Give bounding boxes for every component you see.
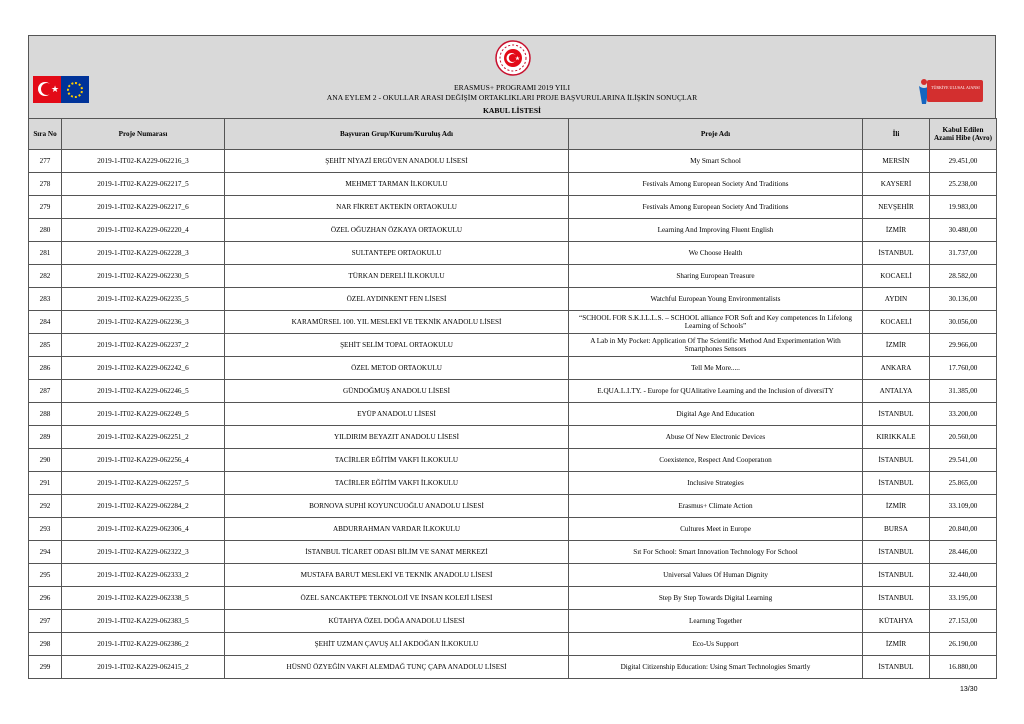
city-cell: NEVŞEHİR [863, 196, 930, 219]
city-cell: İSTANBUL [863, 449, 930, 472]
table-row [29, 288, 997, 311]
city-cell: İSTANBUL [863, 472, 930, 495]
project-number-cell: 2019-1-IT02-KA229-062217_5 [62, 173, 225, 196]
city-cell: KOCAELİ [863, 311, 930, 334]
grant-amount-cell: 31.385,00 [930, 380, 997, 403]
project-name-cell: We Choose Health [569, 242, 863, 265]
city-cell: İZMİR [863, 633, 930, 656]
applicant-name-cell: EYÜP ANADOLU LİSESİ [225, 403, 569, 426]
row-number-cell: 293 [29, 518, 62, 541]
row-number-cell: 294 [29, 541, 62, 564]
row-number-cell: 284 [29, 311, 62, 334]
project-name-cell: “SCHOOL FOR S.K.I.L.L.S. – SCHOOL alliance FOR Soft and Key competences In Lifelong Learning of Schools” [569, 311, 863, 334]
project-name-cell: Festivals Among European Society And Traditions [569, 196, 863, 219]
table-row [29, 357, 997, 380]
column-header-no: Sıra No [29, 119, 62, 150]
table-row [29, 449, 997, 472]
applicant-name-cell: BORNOVA SUPHİ KOYUNCUOĞLU ANADOLU LİSESİ [225, 495, 569, 518]
table-row [29, 380, 997, 403]
project-number-cell: 2019-1-IT02-KA229-062415_2 [62, 656, 225, 679]
project-name-cell: Tell Me More..... [569, 357, 863, 380]
applicant-name-cell: ŞEHİT SELİM TOPAL ORTAOKULU [225, 334, 569, 357]
grant-amount-cell: 29.966,00 [930, 334, 997, 357]
row-number-cell: 292 [29, 495, 62, 518]
applicant-name-cell: ÖZEL METOD ORTAOKULU [225, 357, 569, 380]
row-number-cell: 286 [29, 357, 62, 380]
city-cell: İSTANBUL [863, 403, 930, 426]
project-number-cell: 2019-1-IT02-KA229-062246_5 [62, 380, 225, 403]
city-cell: KOCAELİ [863, 265, 930, 288]
table-row [29, 426, 997, 449]
project-name-cell: Digital Age And Education [569, 403, 863, 426]
grant-amount-cell: 17.760,00 [930, 357, 997, 380]
grant-amount-cell: 29.541,00 [930, 449, 997, 472]
applicant-name-cell: KÜTAHYA ÖZEL DOĞA ANADOLU LİSESİ [225, 610, 569, 633]
grant-amount-cell: 30.136,00 [930, 288, 997, 311]
city-cell: İSTANBUL [863, 587, 930, 610]
city-cell: İSTANBUL [863, 541, 930, 564]
project-number-cell: 2019-1-IT02-KA229-062284_2 [62, 495, 225, 518]
applicant-name-cell: KARAMÜRSEL 100. YIL MESLEKİ VE TEKNİK ANADOLU LİSESİ [225, 311, 569, 334]
project-name-cell: E.QUA.L.I.TY. - Europe for QUAlitative Learning and the Inclusion of diversiTY [569, 380, 863, 403]
government-seal-icon [495, 40, 531, 76]
city-cell: ANKARA [863, 357, 930, 380]
document-header [28, 35, 996, 118]
project-number-cell: 2019-1-IT02-KA229-062230_5 [62, 265, 225, 288]
project-number-cell: 2019-1-IT02-KA229-062338_5 [62, 587, 225, 610]
applicant-name-cell: İSTANBUL TİCARET ODASI BİLİM VE SANAT MERKEZİ [225, 541, 569, 564]
city-cell: İSTANBUL [863, 564, 930, 587]
grant-amount-cell: 28.582,00 [930, 265, 997, 288]
column-header-applicant: Başvuran Grup/Kurum/Kuruluş Adı [225, 119, 569, 150]
project-number-cell: 2019-1-IT02-KA229-062333_2 [62, 564, 225, 587]
applicant-name-cell: NAR FİKRET AKTEKİN ORTAOKULU [225, 196, 569, 219]
turkey-flag-icon: ★ [33, 76, 61, 103]
applicant-name-cell: MEHMET TARMAN İLKOKULU [225, 173, 569, 196]
applicant-name-cell: YILDIRIM BEYAZIT ANADOLU LİSESİ [225, 426, 569, 449]
applicant-name-cell: GÜNDOĞMUŞ ANADOLU LİSESİ [225, 380, 569, 403]
applicant-name-cell: TÜRKAN DERELİ İLKOKULU [225, 265, 569, 288]
project-name-cell: Learning And Improving Fluent English [569, 219, 863, 242]
project-name-cell: Sharing European Treasure [569, 265, 863, 288]
project-name-cell: Step By Step Towards Digital Learning [569, 587, 863, 610]
grant-amount-cell: 20.560,00 [930, 426, 997, 449]
city-cell: ANTALYA [863, 380, 930, 403]
project-name-cell: My Smart School [569, 150, 863, 173]
project-name-cell: Festivals Among European Society And Traditions [569, 173, 863, 196]
project-number-cell: 2019-1-IT02-KA229-062216_3 [62, 150, 225, 173]
applicant-name-cell: ŞEHİT NİYAZİ ERGÜVEN ANADOLU LİSESİ [225, 150, 569, 173]
city-cell: BURSA [863, 518, 930, 541]
row-number-cell: 282 [29, 265, 62, 288]
applicant-name-cell: ÖZEL AYDINKENT FEN LİSESİ [225, 288, 569, 311]
project-number-cell: 2019-1-IT02-KA229-062322_3 [62, 541, 225, 564]
grant-amount-cell: 29.451,00 [930, 150, 997, 173]
table-row [29, 495, 997, 518]
table-row [29, 173, 997, 196]
project-number-cell: 2019-1-IT02-KA229-062383_5 [62, 610, 225, 633]
project-name-cell: Coexistence, Respect And Cooperatıon [569, 449, 863, 472]
header-action-subtitle: ANA EYLEM 2 - OKULLAR ARASI DEĞİŞİM ORTAKLIKLARI PROJE BAŞVURULARINA İLİŞKİN SONUÇLAR [326, 93, 698, 102]
document-sheet [28, 35, 996, 679]
grant-amount-cell: 19.983,00 [930, 196, 997, 219]
project-number-cell: 2019-1-IT02-KA229-062217_6 [62, 196, 225, 219]
grant-amount-cell: 31.737,00 [930, 242, 997, 265]
project-number-cell: 2019-1-IT02-KA229-062256_4 [62, 449, 225, 472]
national-agency-logo-icon: TÜRKİYE ULUSAL AJANSI [917, 76, 987, 106]
project-name-cell: A Lab in My Pocket: Application Of The Scientific Method And Experimentation With Smartphones Sensors [569, 334, 863, 357]
header-program-title: ERASMUS+ PROGRAMI 2019 YILI [453, 83, 571, 92]
grant-amount-cell: 30.480,00 [930, 219, 997, 242]
project-name-cell: Learnıng Together [569, 610, 863, 633]
table-row [29, 587, 997, 610]
row-number-cell: 290 [29, 449, 62, 472]
project-number-cell: 2019-1-IT02-KA229-062257_5 [62, 472, 225, 495]
applicant-name-cell: HÜSNÜ ÖZYEĞİN VAKFI ALEMDAĞ TUNÇ ÇAPA ANADOLU LİSESİ [225, 656, 569, 679]
applicant-name-cell: MUSTAFA BARUT MESLEKİ VE TEKNİK ANADOLU LİSESİ [225, 564, 569, 587]
project-name-cell: Watchful European Young Environmentalists [569, 288, 863, 311]
project-name-cell: Cultures Meet in Europe [569, 518, 863, 541]
column-header-project-name: Proje Adı [569, 119, 863, 150]
project-name-cell: Universal Values Of Human Dignity [569, 564, 863, 587]
row-number-cell: 299 [29, 656, 62, 679]
table-row [29, 311, 997, 334]
row-number-cell: 297 [29, 610, 62, 633]
table-row [29, 656, 997, 679]
row-number-cell: 291 [29, 472, 62, 495]
grant-amount-cell: 32.440,00 [930, 564, 997, 587]
city-cell: KÜTAHYA [863, 610, 930, 633]
page-number: 13/30 [960, 686, 978, 693]
city-cell: KAYSERİ [863, 173, 930, 196]
city-cell: AYDIN [863, 288, 930, 311]
project-number-cell: 2019-1-IT02-KA229-062242_6 [62, 357, 225, 380]
project-name-cell: Abuse Of New Electronic Devices [569, 426, 863, 449]
project-name-cell: Inclusive Strategies [569, 472, 863, 495]
header-list-title: KABUL LİSTESİ [482, 106, 542, 115]
acceptance-table [28, 118, 997, 679]
project-number-cell: 2019-1-IT02-KA229-062220_4 [62, 219, 225, 242]
grant-amount-cell: 26.190,00 [930, 633, 997, 656]
city-cell: İZMİR [863, 495, 930, 518]
grant-amount-cell: 25.238,00 [930, 173, 997, 196]
row-number-cell: 288 [29, 403, 62, 426]
project-name-cell: Sıt For School: Smart Innovation Technology For School [569, 541, 863, 564]
table-row [29, 242, 997, 265]
row-number-cell: 283 [29, 288, 62, 311]
project-name-cell: Eco-Us Support [569, 633, 863, 656]
grant-amount-cell: 33.200,00 [930, 403, 997, 426]
row-number-cell: 281 [29, 242, 62, 265]
project-number-cell: 2019-1-IT02-KA229-062251_2 [62, 426, 225, 449]
grant-amount-cell: 25.865,00 [930, 472, 997, 495]
city-cell: KIRIKKALE [863, 426, 930, 449]
project-number-cell: 2019-1-IT02-KA229-062249_5 [62, 403, 225, 426]
table-row [29, 334, 997, 357]
row-number-cell: 280 [29, 219, 62, 242]
row-number-cell: 287 [29, 380, 62, 403]
row-number-cell: 289 [29, 426, 62, 449]
project-name-cell: Erasmus+ Climate Action [569, 495, 863, 518]
table-row [29, 610, 997, 633]
grant-amount-cell: 33.109,00 [930, 495, 997, 518]
table-row [29, 541, 997, 564]
column-header-grant: Kabul Edilen Azami Hibe (Avro) [930, 119, 997, 150]
table-row [29, 633, 997, 656]
grant-amount-cell: 16.880,00 [930, 656, 997, 679]
applicant-name-cell: ABDURRAHMAN VARDAR İLKOKULU [225, 518, 569, 541]
applicant-name-cell: SULTANTEPE ORTAOKULU [225, 242, 569, 265]
project-number-cell: 2019-1-IT02-KA229-062386_2 [62, 633, 225, 656]
city-cell: İZMİR [863, 219, 930, 242]
applicant-name-cell: TACİRLER EĞİTİM VAKFI İLKOKULU [225, 449, 569, 472]
applicant-name-cell: ÖZEL OĞUZHAN ÖZKAYA ORTAOKULU [225, 219, 569, 242]
applicant-name-cell: TACİRLER EĞİTİM VAKFI İLKOKULU [225, 472, 569, 495]
row-number-cell: 295 [29, 564, 62, 587]
city-cell: İZMİR [863, 334, 930, 357]
city-cell: MERSİN [863, 150, 930, 173]
project-number-cell: 2019-1-IT02-KA229-062235_5 [62, 288, 225, 311]
project-number-cell: 2019-1-IT02-KA229-062228_3 [62, 242, 225, 265]
table-row [29, 564, 997, 587]
row-number-cell: 279 [29, 196, 62, 219]
row-number-cell: 277 [29, 150, 62, 173]
row-number-cell: 278 [29, 173, 62, 196]
table-row [29, 472, 997, 495]
applicant-name-cell: ÖZEL SANCAKTEPE TEKNOLOJİ VE İNSAN KOLEJİ LİSESİ [225, 587, 569, 610]
city-cell: İSTANBUL [863, 656, 930, 679]
row-number-cell: 285 [29, 334, 62, 357]
project-number-cell: 2019-1-IT02-KA229-062236_3 [62, 311, 225, 334]
grant-amount-cell: 30.056,00 [930, 311, 997, 334]
grant-amount-cell: 20.840,00 [930, 518, 997, 541]
city-cell: İSTANBUL [863, 242, 930, 265]
grant-amount-cell: 28.446,00 [930, 541, 997, 564]
table-row [29, 150, 997, 173]
project-number-cell: 2019-1-IT02-KA229-062237_2 [62, 334, 225, 357]
table-row [29, 196, 997, 219]
column-header-project-number: Proje Numarası [62, 119, 225, 150]
row-number-cell: 296 [29, 587, 62, 610]
grant-amount-cell: 27.153,00 [930, 610, 997, 633]
row-number-cell: 298 [29, 633, 62, 656]
table-header-row [29, 119, 997, 150]
table-row [29, 518, 997, 541]
column-header-city: İli [863, 119, 930, 150]
table-row [29, 219, 997, 242]
project-number-cell: 2019-1-IT02-KA229-062306_4 [62, 518, 225, 541]
table-row [29, 265, 997, 288]
applicant-name-cell: ŞEHİT UZMAN ÇAVUŞ ALİ AKDOĞAN İLKOKULU [225, 633, 569, 656]
project-name-cell: Digital Citizenship Education: Using Smart Technologies Smartly [569, 656, 863, 679]
table-row [29, 403, 997, 426]
grant-amount-cell: 33.195,00 [930, 587, 997, 610]
